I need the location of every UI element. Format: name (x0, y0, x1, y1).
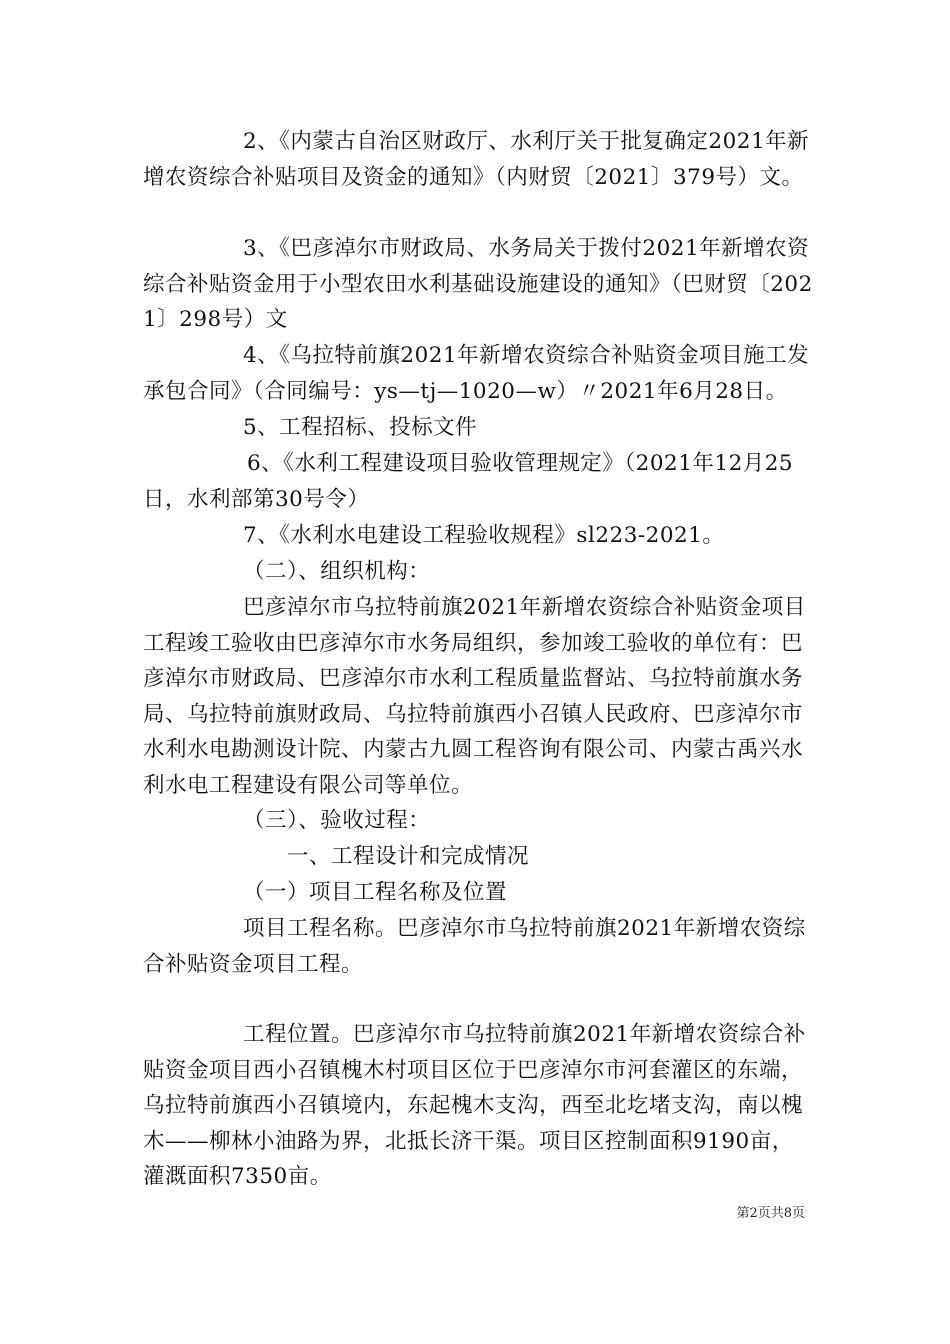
reference-item-3: 3、《巴彦淖尔市财政局、水务局关于拨付2021年新增农资综合补贴资金用于小型农田水利基础设施建设的通知》（巴财贸〔2021〕298号）文 (143, 236, 813, 332)
reference-item-6: 6、《水利工程建设项目验收管理规定》（2021年12月25日，水利部第30号令） (143, 451, 794, 512)
section-heading-project-name-location: （一）项目工程名称及位置 (243, 880, 508, 905)
reference-item-4: 4、《乌拉特前旗2021年新增农资综合补贴资金项目施工发承包合同》（合同编号：ys—tj—1020—w）〃2021年6月28日。 (143, 343, 810, 404)
section-heading-organization: （二）、组织机构： (243, 559, 431, 584)
section-heading-acceptance-process: （三）、验收过程： (243, 808, 431, 833)
reference-item-5: 5、工程招标、投标文件 (243, 415, 478, 440)
section-heading-design-completion: 一、工程设计和完成情况 (287, 844, 530, 869)
page-number-footer: 第2页共8页 (736, 1206, 805, 1221)
reference-item-7: 7、《水利水电建设工程验收规程》sl223-2021。 (243, 523, 725, 548)
project-location-paragraph: 工程位置。巴彦淖尔市乌拉特前旗2021年新增农资综合补贴资金项目西小召镇槐木村项目区位于巴彦淖尔市河套灌区的东端，乌拉特前旗西小召镇境内，东起槐木支沟，西至北圪堵支沟，南以槐木——柳林小油路为界，北抵长济干渠。项目区控制面积9190亩，灌溉面积7350亩。 (143, 1022, 806, 1189)
project-name-paragraph: 项目工程名称。巴彦淖尔市乌拉特前旗2021年新增农资综合补贴资金项目工程。 (143, 916, 806, 977)
reference-item-2: 2、《内蒙古自治区财政厅、水利厅关于批复确定2021年新增农资综合补贴项目及资金的通知》（内财贸〔2021〕379号）文。 (143, 129, 810, 190)
organization-paragraph: 巴彦淖尔市乌拉特前旗2021年新增农资综合补贴资金项目工程竣工验收由巴彦淖尔市水务局组织，参加竣工验收的单位有：巴彦淖尔市财政局、巴彦淖尔市水利工程质量监督站、乌拉特前旗水务局、乌拉特前旗财政局、乌拉特前旗西小召镇人民政府、巴彦淖尔市水利水电勘测设计院、内蒙古九圆工程咨询有限公司、内蒙古禹兴水利水电工程建设有限公司等单位。 (143, 595, 806, 798)
